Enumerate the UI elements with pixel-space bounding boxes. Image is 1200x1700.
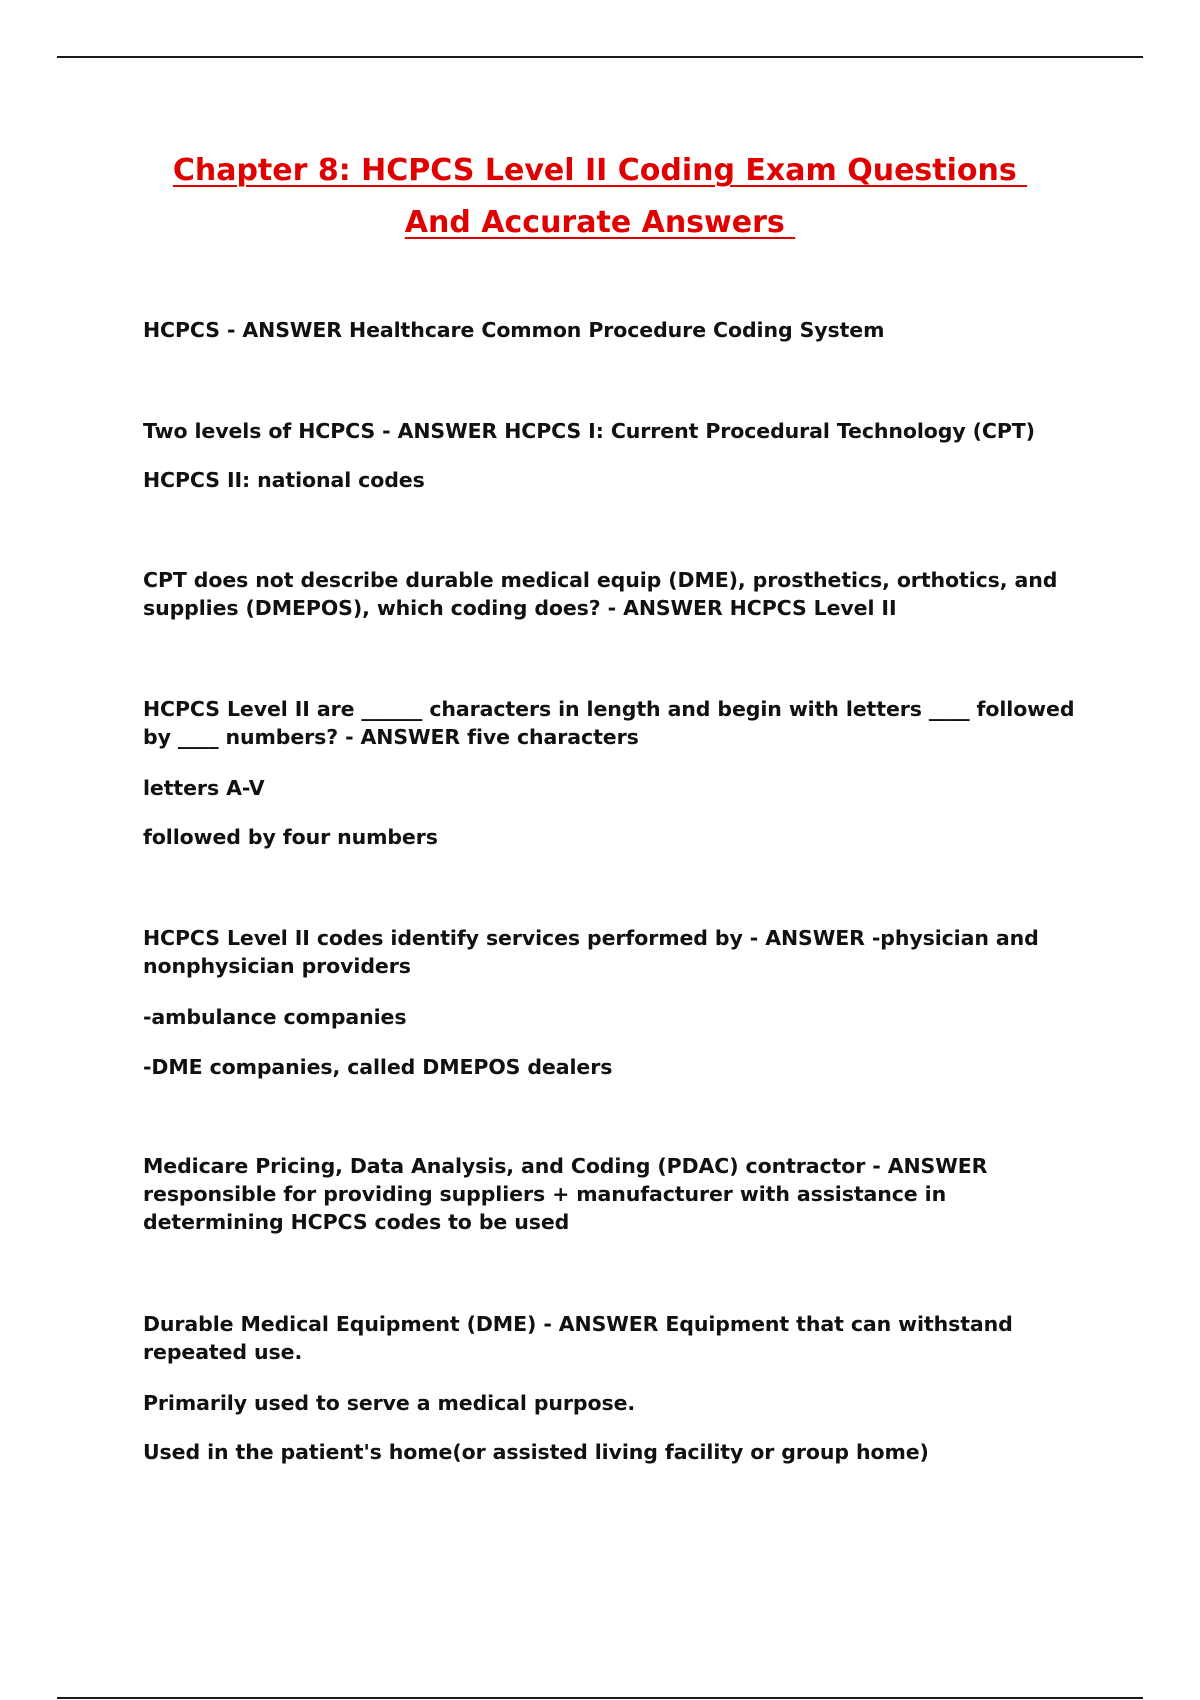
qa-2-line-1: Two levels of HCPCS - ANSWER HCPCS I: Current Procedural Technology (CPT) xyxy=(143,419,1035,443)
qa-7-line-1: Durable Medical Equipment (DME) - ANSWER Equipment that can withstand repeated use. xyxy=(143,1312,1013,1364)
qa-5-line-3: -DME companies, called DMEPOS dealers xyxy=(143,1055,613,1079)
footer-rule xyxy=(57,1697,1143,1699)
qa-5-line-1: HCPCS Level II codes identify services performed by - ANSWER -physician and nonphysician providers xyxy=(143,926,1039,978)
qa-6-line-1: Medicare Pricing, Data Analysis, and Coding (PDAC) contractor - ANSWER responsible for providing suppliers + manufacturer with assistance in determining HCPCS codes to be used xyxy=(143,1154,988,1234)
qa-1-line-1: HCPCS - ANSWER Healthcare Common Procedure Coding System xyxy=(143,318,885,342)
qa-2-line-2: HCPCS II: national codes xyxy=(143,468,425,492)
qa-7-line-3: Used in the patient's home(or assisted living facility or group home) xyxy=(143,1440,929,1464)
qa-5-line-2: -ambulance companies xyxy=(143,1005,407,1029)
page-title xyxy=(0,145,1200,249)
qa-4-line-3: followed by four numbers xyxy=(143,825,438,849)
qa-7-line-2: Primarily used to serve a medical purpose. xyxy=(143,1391,636,1415)
qa-4-line-1: HCPCS Level II are ______ characters in length and begin with letters ____ followed by ____ numbers? - ANSWER five characters xyxy=(143,697,1075,749)
qa-3-line-1: CPT does not describe durable medical equip (DME), prosthetics, orthotics, and supplies (DMEPOS), which coding does? - ANSWER HCPCS Level II xyxy=(143,568,1058,620)
qa-4-line-2: letters A-V xyxy=(143,776,265,800)
header-rule xyxy=(57,56,1143,58)
title-line-2: And Accurate Answers xyxy=(404,205,796,240)
title-line-1: Chapter 8: HCPCS Level II Coding Exam Questions xyxy=(172,153,1028,188)
